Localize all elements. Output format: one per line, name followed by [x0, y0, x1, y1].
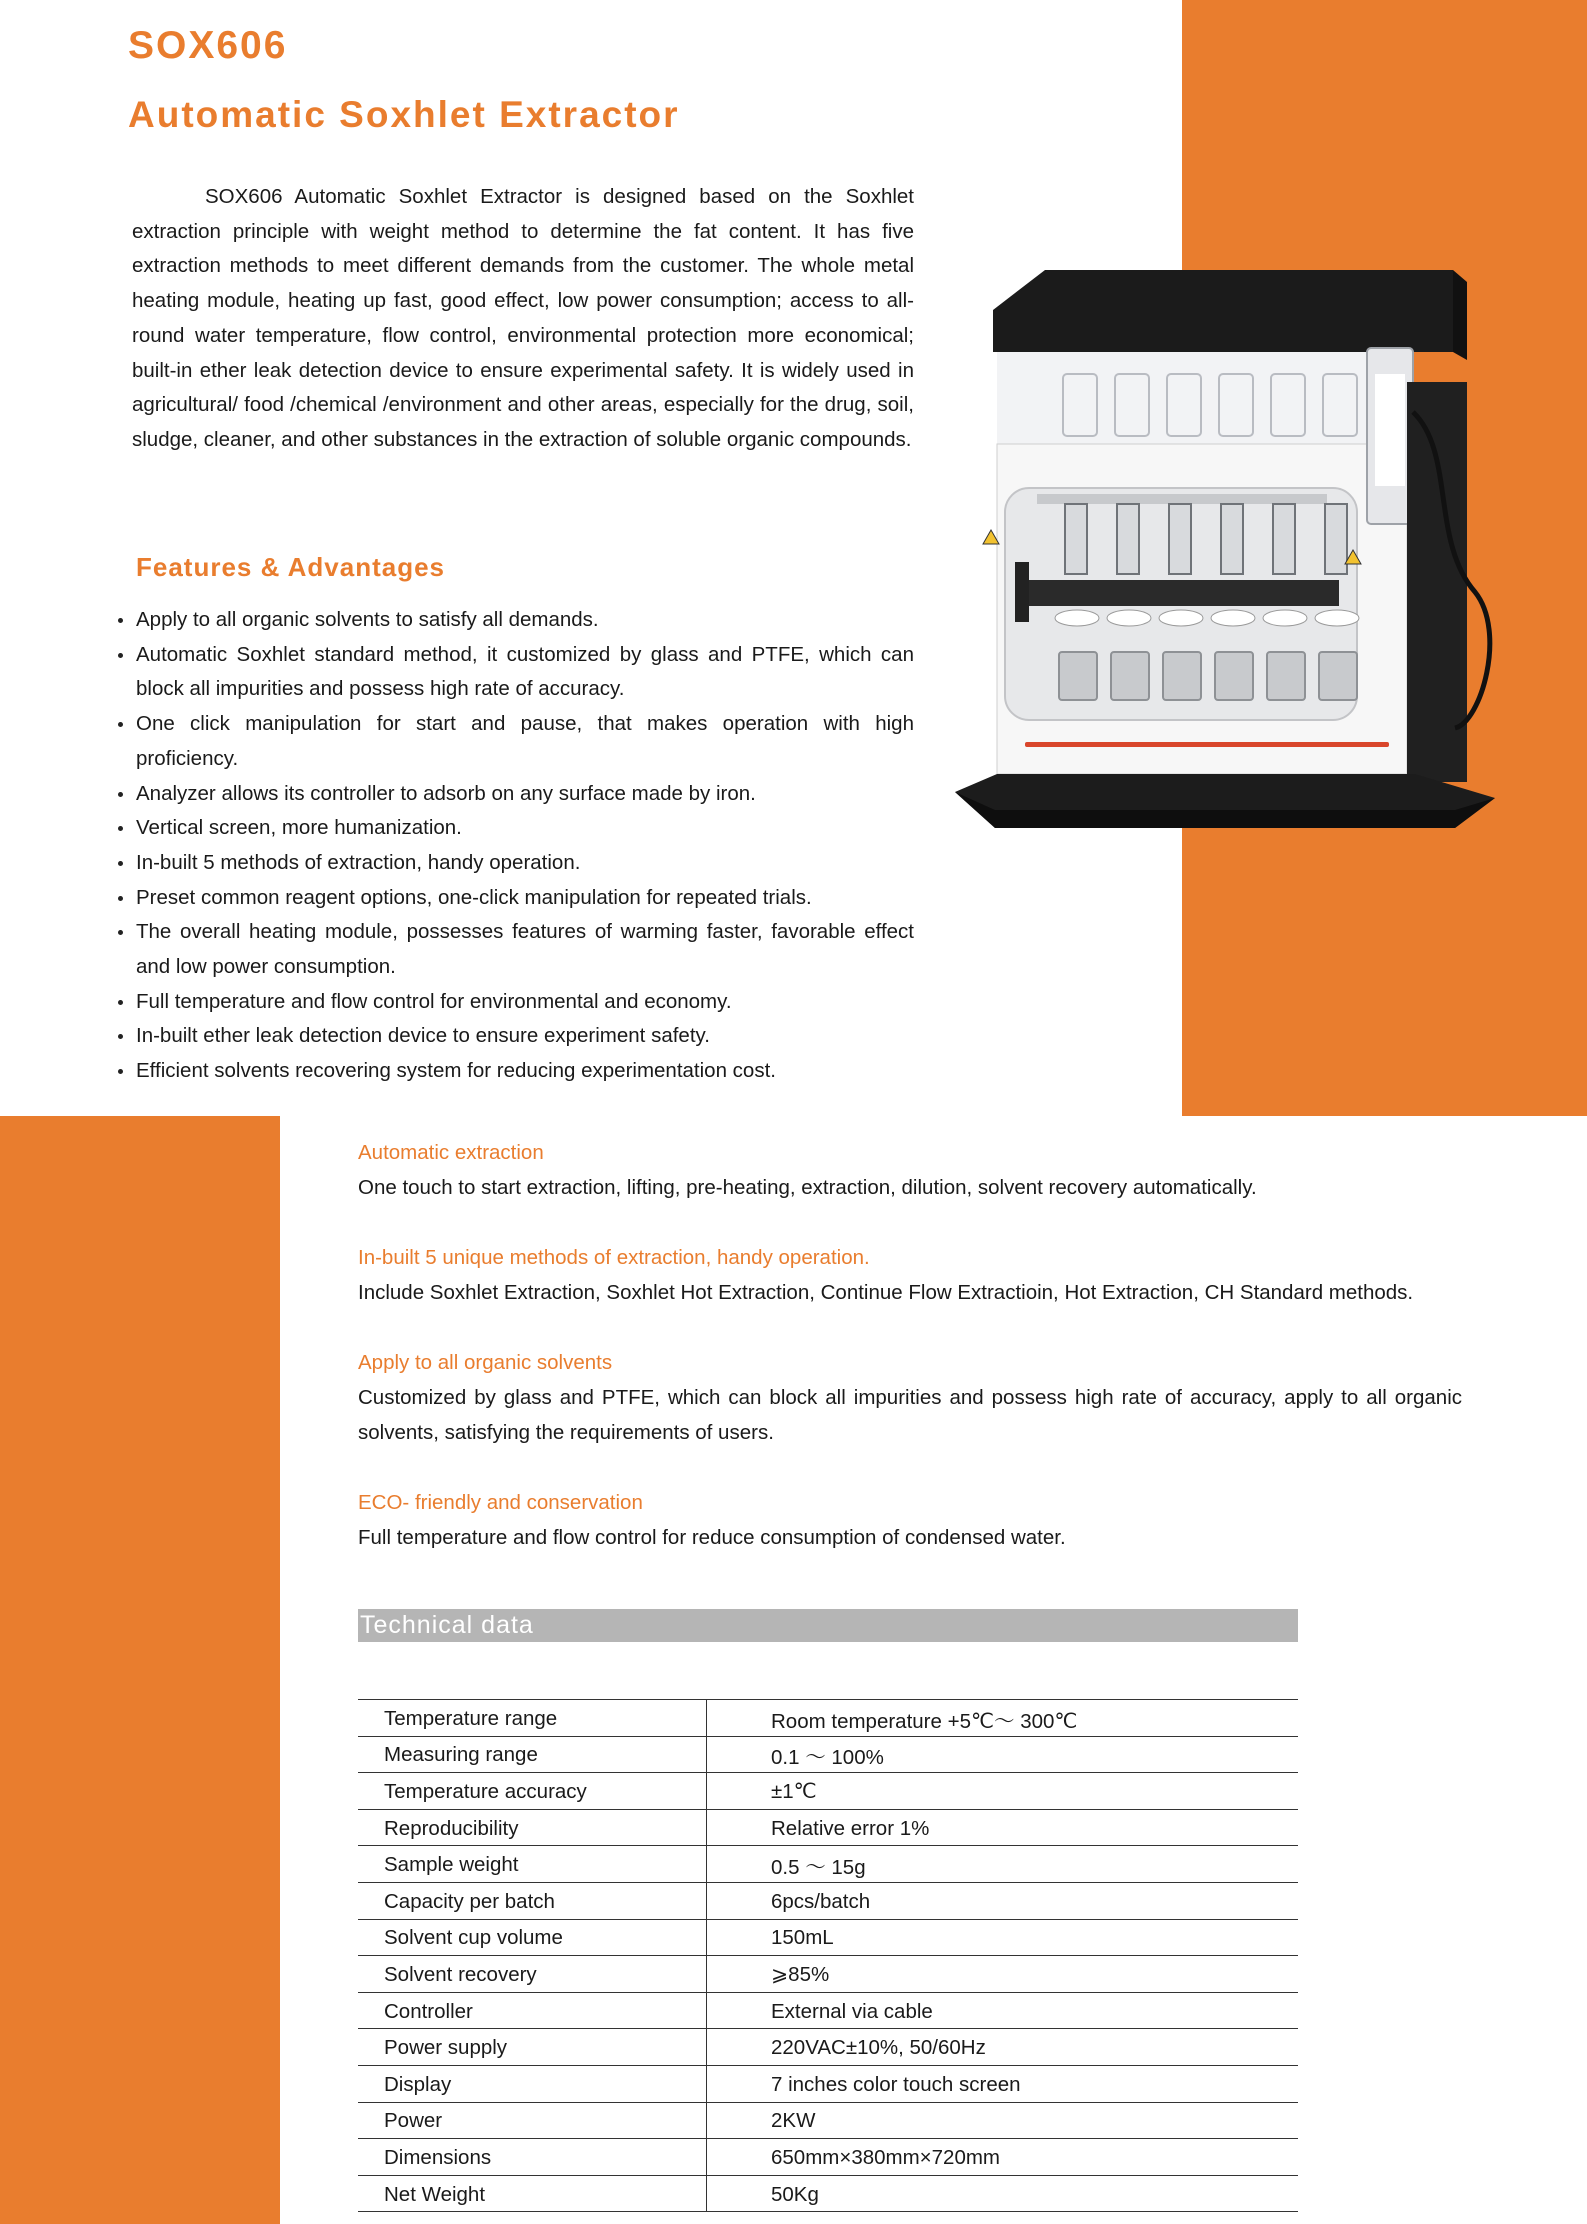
highlight-title: Apply to all organic solvents: [358, 1351, 613, 1374]
spec-label: Reproducibility: [358, 1809, 707, 1846]
spec-label: Temperature range: [358, 1700, 707, 1737]
feature-item: The overall heating module, possesses features of warming faster, favorable effect and low power consumption.: [136, 915, 914, 984]
product-title: Automatic Soxhlet Extractor: [128, 94, 680, 135]
spec-label: Capacity per batch: [358, 1882, 707, 1919]
spec-label: Controller: [358, 1992, 707, 2029]
spec-label: Solvent recovery: [358, 1956, 707, 1993]
device-red-stripe: [1025, 742, 1389, 747]
table-row: [358, 2029, 1298, 2066]
feature-item: Analyzer allows its controller to adsorb on any surface made by iron.: [136, 777, 914, 812]
spec-value: 0.1 ～ 100%: [707, 1736, 1299, 1773]
feature-item: Efficient solvents recovering system for reducing experimentation cost.: [136, 1054, 914, 1089]
spec-label: Power supply: [358, 2029, 707, 2066]
table-row: [358, 1882, 1298, 1919]
spec-value: 0.5 ～ 15g: [707, 1846, 1299, 1883]
highlight-title: In-built 5 unique methods of extraction, handy operation.: [358, 1246, 870, 1269]
feature-item: Automatic Soxhlet standard method, it customized by glass and PTFE, which can block all impurities and possess high rate of accuracy.: [136, 638, 914, 707]
spec-value: ⩾85%: [707, 1956, 1299, 1993]
feature-item: Full temperature and flow control for environmental and economy.: [136, 985, 914, 1020]
orange-background-bottom-left: [0, 1116, 280, 2224]
table-row: [358, 1956, 1298, 1993]
spec-label: Measuring range: [358, 1736, 707, 1773]
highlight-text: One touch to start extraction, lifting, pre-heating, extraction, dilution, solvent recovery automatically.: [358, 1176, 1257, 1199]
spec-label: Dimensions: [358, 2139, 707, 2176]
highlight-block: [358, 1345, 1462, 1450]
spec-value: 50Kg: [707, 2175, 1299, 2212]
spec-value: Relative error 1%: [707, 1809, 1299, 1846]
table-row: [358, 2139, 1298, 2176]
spec-label: Solvent cup volume: [358, 1919, 707, 1956]
technical-data-header: Technical data: [358, 1609, 1298, 1642]
spec-value: 7 inches color touch screen: [707, 2065, 1299, 2102]
table-row: [358, 1919, 1298, 1956]
table-row: [358, 2175, 1298, 2212]
feature-item: In-built 5 methods of extraction, handy operation.: [136, 846, 914, 881]
table-row: [358, 1736, 1298, 1773]
highlight-title: ECO- friendly and conservation: [358, 1491, 643, 1514]
feature-item: Apply to all organic solvents to satisfy all demands.: [136, 603, 914, 638]
spec-label: Temperature accuracy: [358, 1773, 707, 1810]
feature-item: Vertical screen, more humanization.: [136, 811, 914, 846]
table-row: [358, 1992, 1298, 2029]
feature-item: Preset common reagent options, one-click manipulation for repeated trials.: [136, 881, 914, 916]
highlights-section: [358, 1135, 1462, 1590]
spec-value: External via cable: [707, 1992, 1299, 2029]
spec-label: Sample weight: [358, 1846, 707, 1883]
highlight-text: Full temperature and flow control for reduce consumption of condensed water.: [358, 1526, 1066, 1549]
spec-value: 2KW: [707, 2102, 1299, 2139]
highlight-block: [358, 1485, 1462, 1555]
spec-value: 6pcs/batch: [707, 1882, 1299, 1919]
intro-paragraph: SOX606 Automatic Soxhlet Extractor is designed based on the Soxhlet extraction principle with weight method to determine the fat content. It has five extraction methods to meet different demands from the customer. The whole metal heating module, heating up fast, good effect, low power consumption; access to all-round water temperature, flow control, environmental protection more economical; built-in ether leak detection device to ensure experimental safety. It is widely used in agricultural/ food /chemical /environment and other areas, especially for the drug, soil, sludge, cleaner, and other substances in the extraction of soluble organic compounds.: [132, 185, 914, 451]
spec-value: Room temperature +5℃～ 300℃: [707, 1700, 1299, 1737]
table-row: [358, 1809, 1298, 1846]
highlight-text: Customized by glass and PTFE, which can block all impurities and possess high rate of accuracy, apply to all organic solvents, satisfying the requirements of users.: [358, 1386, 1462, 1444]
spec-label: Power: [358, 2102, 707, 2139]
spec-value: 150mL: [707, 1919, 1299, 1956]
table-row: [358, 2065, 1298, 2102]
technical-data-table: [358, 1699, 1298, 2212]
spec-value: ±1℃: [707, 1773, 1299, 1810]
table-row: [358, 1700, 1298, 1737]
device-condenser-window: [997, 352, 1367, 444]
highlight-text: Include Soxhlet Extraction, Soxhlet Hot Extraction, Continue Flow Extractioin, Hot Extraction, CH Standard methods.: [358, 1281, 1414, 1304]
highlight-block: [358, 1240, 1462, 1310]
feature-item: In-built ether leak detection device to ensure experiment safety.: [136, 1019, 914, 1054]
table-row: [358, 1773, 1298, 1810]
device-top-housing: [993, 270, 1453, 352]
features-list: [136, 603, 914, 1089]
spec-value: 220VAC±10%, 50/60Hz: [707, 2029, 1299, 2066]
highlight-title: Automatic extraction: [358, 1141, 544, 1164]
feature-item: One click manipulation for start and pause, that makes operation with high proficiency.: [136, 707, 914, 776]
highlight-block: [358, 1135, 1462, 1205]
spec-label: Net Weight: [358, 2175, 707, 2212]
spec-value: 650mm×380mm×720mm: [707, 2139, 1299, 2176]
features-title: Features & Advantages: [136, 552, 446, 582]
table-row: [358, 2102, 1298, 2139]
table-row: [358, 1846, 1298, 1883]
product-image: [955, 262, 1495, 828]
product-model: SOX606: [128, 24, 288, 67]
spec-label: Display: [358, 2065, 707, 2102]
